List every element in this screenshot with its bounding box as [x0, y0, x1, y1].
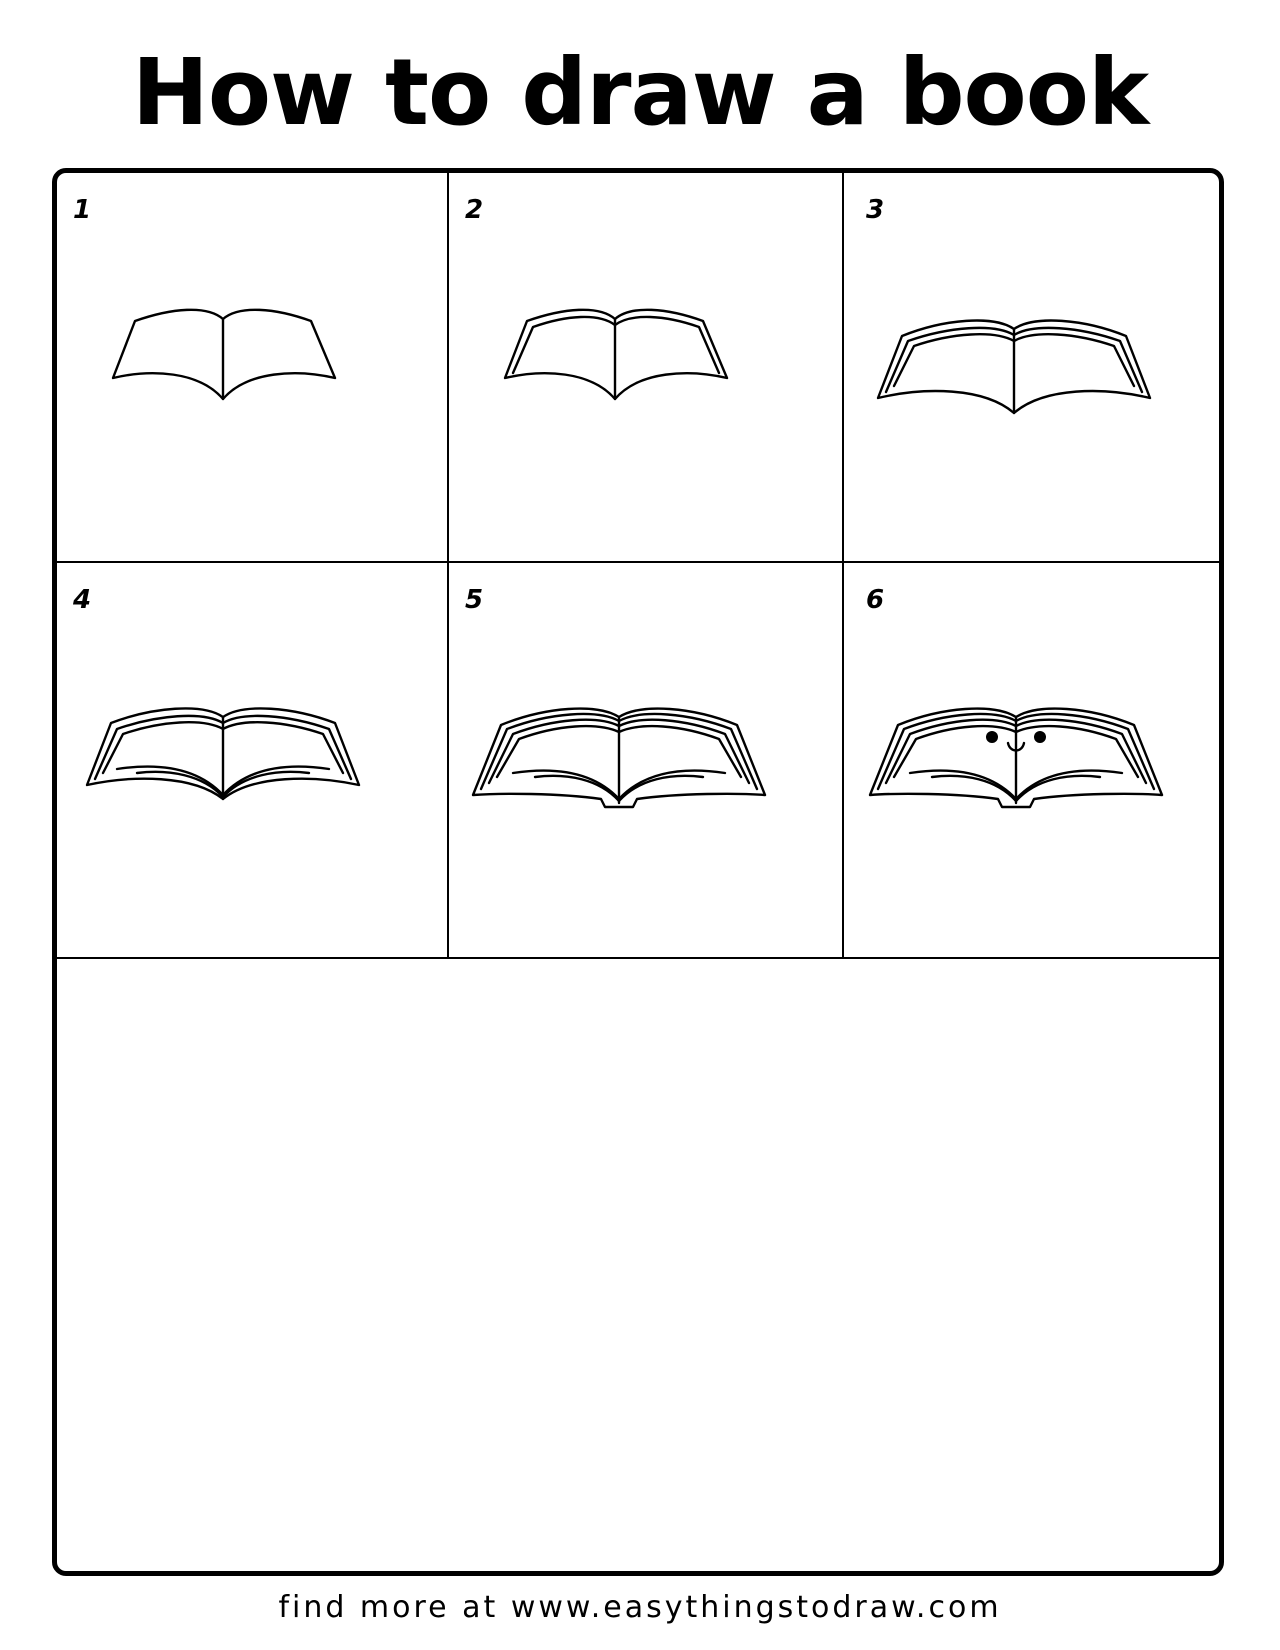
- smiling-open-book-icon: [844, 563, 1221, 959]
- step-2-panel: [447, 173, 842, 561]
- open-book-with-cover-layers-icon: [844, 173, 1221, 561]
- open-book-outline-icon: [57, 173, 447, 561]
- open-book-with-cover-icon: [449, 173, 844, 561]
- step-6-panel: [842, 561, 1219, 957]
- step-1-panel: [57, 173, 447, 561]
- open-book-with-thick-cover-icon: [449, 563, 844, 959]
- page-title: How to draw a book: [131, 39, 1149, 146]
- step-5-panel: [447, 561, 842, 957]
- open-book-with-page-lines-icon: [57, 563, 447, 959]
- step-3-panel: [842, 173, 1219, 561]
- drawing-sheet: [52, 168, 1224, 1576]
- step-4-number: 4: [73, 585, 92, 615]
- footer-text: find more at www.easythingstodraw.com: [278, 1590, 1002, 1625]
- step-1-number: 1: [73, 195, 92, 225]
- step-2-number: 2: [465, 195, 484, 225]
- left-eye-icon: [986, 731, 998, 743]
- step-6-number: 6: [866, 585, 885, 615]
- steps-grid: [57, 173, 1219, 957]
- step-5-number: 5: [465, 585, 484, 615]
- right-eye-icon: [1034, 731, 1046, 743]
- step-4-panel: [57, 561, 447, 957]
- practice-drawing-area: [57, 959, 1219, 1571]
- step-3-number: 3: [866, 195, 885, 225]
